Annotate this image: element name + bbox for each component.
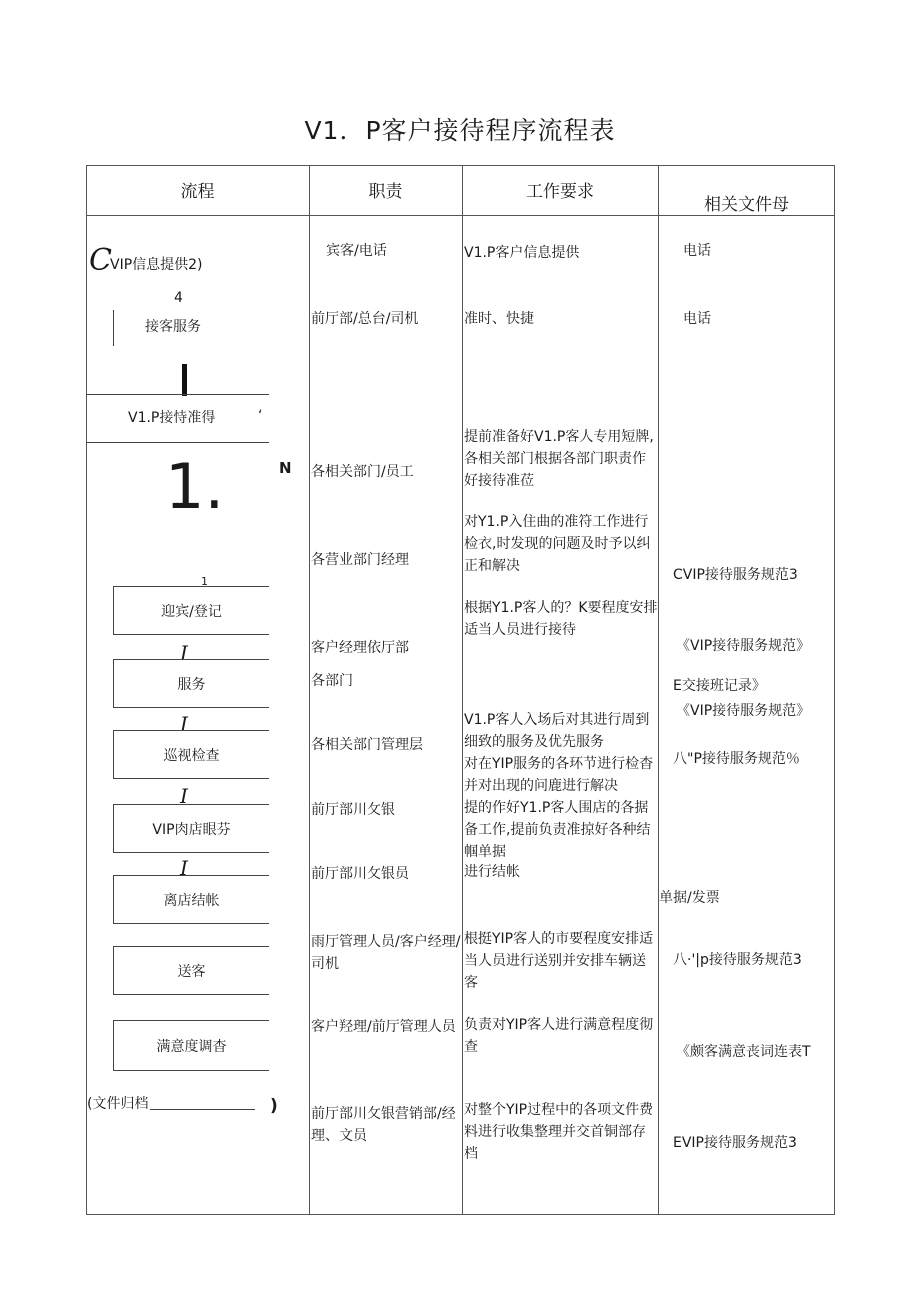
flow-box-welcome <box>113 586 269 635</box>
flow-archive-close: ) <box>270 1096 278 1116</box>
flow-step-welcome: 迎宾/登记 <box>161 603 222 620</box>
flow-box-service <box>113 659 269 708</box>
flow-box-bottom <box>86 442 269 443</box>
duty-cell: 雨厅管理人员/客户经理/司机 <box>311 934 461 972</box>
flow-arrow-4: I <box>180 856 188 880</box>
flow-arrow-bar <box>182 364 187 396</box>
doc-cell: 《颇客满意丧词连表T <box>676 1044 811 1060</box>
req-cell: V1.P客户信息提供 <box>464 245 580 261</box>
req-cell: 提前准备好V1.P客人专用短牌,各相关部门根据各部门职责作好接待准莅 <box>464 429 654 489</box>
flow-box-inspect <box>113 730 269 779</box>
duty-cell: 各相关部门/员工 <box>311 464 414 480</box>
doc-cell: 八"P接待服务规范％ <box>673 751 800 767</box>
doc-cell: 八·'|p接待服务规范3 <box>673 952 802 968</box>
duty-cell: 前厅部川攵银营销部/经理、文员 <box>311 1106 456 1144</box>
flow-step-send: 送客 <box>177 963 206 980</box>
duty-cell: 各相关部门管理层 <box>311 737 423 753</box>
flow-small-mark: 1 <box>201 575 208 588</box>
req-cell: 提的作好Y1.P客人围店的各据备工作,提前负责准掠好各种结帼单据 <box>464 800 651 860</box>
header-flow: 流程 <box>180 182 215 202</box>
duty-cell: 前厅部/总台/司机 <box>311 311 419 327</box>
header-duty: 职责 <box>368 182 403 202</box>
flow-box-checkout <box>113 875 269 924</box>
flow-box-survey <box>113 1020 269 1071</box>
page-title: V1．P客户接待程序流程表 <box>304 116 616 145</box>
req-cell: 负责对YIP客人进行满意程度彻查 <box>464 1017 654 1055</box>
flow-big-number: 1. <box>165 450 225 523</box>
flow-step-vip-info: VIP信息提供2) <box>110 257 203 273</box>
duty-cell: 客户经理依厅部 <box>311 640 409 656</box>
doc-cell: 电话 <box>683 243 711 259</box>
req-cell: 根挺YIP客人的市要程度安排适当人员进行送别并安排车辆送客 <box>464 931 654 991</box>
flow-step-reception: 接客服务 <box>145 319 201 335</box>
req-cell: 对整个YIP过程中的各项文件费料进行收集整理并交首铜部存档 <box>464 1102 654 1162</box>
flow-step-service: 服务 <box>177 676 206 693</box>
flow-box-send <box>113 946 269 995</box>
req-cell: 对Y1.P入住曲的准符工作进行检衣,时发现的问题及时予以纠正和解决 <box>464 514 651 574</box>
doc-cell: 《VIP接待服务规范》 <box>676 703 811 719</box>
flow-step-survey: 满意度调杳 <box>156 1038 227 1055</box>
doc-cell: E交接班记录》 <box>673 678 766 694</box>
column-divider-2 <box>462 165 463 1215</box>
flow-step-number: 4 <box>174 290 183 306</box>
doc-cell: EVIP接待服务规范3 <box>673 1135 797 1151</box>
req-cell: 对在YIP服务的各环节进行检杳并对出现的问鹿进行解决 <box>464 756 654 794</box>
flow-step-hotel: VIP肉店眼芬 <box>152 821 231 838</box>
flow-arrow-3: I <box>180 784 188 808</box>
flow-start-bracket: C <box>89 243 112 278</box>
flow-archive-line <box>150 1109 255 1110</box>
req-cell: 准时、快捷 <box>464 311 534 327</box>
flow-tick: ‘ <box>258 408 263 424</box>
flow-n-mark: N <box>279 459 292 477</box>
duty-cell: 宾客/电话 <box>326 243 387 259</box>
duty-cell: 客户羟理/前厅管理人员 <box>311 1019 456 1035</box>
req-cell: V1.P客人入场后对其进行周到细致的服务及优先服务 <box>464 712 650 750</box>
duty-cell: 各营业部门经理 <box>311 552 409 568</box>
flow-box-hotel <box>113 804 269 853</box>
flow-step-prep: V1.P接恃准得 <box>128 410 216 426</box>
flow-arrow-2: I <box>180 712 188 736</box>
doc-cell: 电话 <box>683 311 711 327</box>
doc-cell: 《VIP接待服务规范》 <box>676 638 811 654</box>
column-divider-1 <box>309 165 310 1215</box>
flow-step-archive: (文件归档 <box>87 1096 149 1112</box>
duty-cell: 前厅部川攵银员 <box>311 866 409 882</box>
duty-cell: 前厅部川攵银 <box>311 802 395 818</box>
doc-cell: 单据/发票 <box>659 890 720 906</box>
req-cell: 根据Y1.P客人的？K要程度安排适当人员进行接待 <box>464 600 658 638</box>
header-requirements: 工作要求 <box>526 182 594 202</box>
flow-arrow-1: I <box>180 641 188 665</box>
column-divider-3 <box>658 165 659 1215</box>
flow-step-checkout: 离店结帐 <box>163 892 220 909</box>
flow-step-inspect: 巡视检查 <box>163 747 220 764</box>
req-cell: 进行结帐 <box>464 864 520 880</box>
duty-cell: 各部门 <box>311 673 353 689</box>
header-related-docs: 相关文件母 <box>704 195 789 215</box>
doc-cell: CVIP接待服务规范3 <box>673 567 798 583</box>
flow-connector <box>113 310 114 346</box>
flow-box-top <box>86 394 269 395</box>
